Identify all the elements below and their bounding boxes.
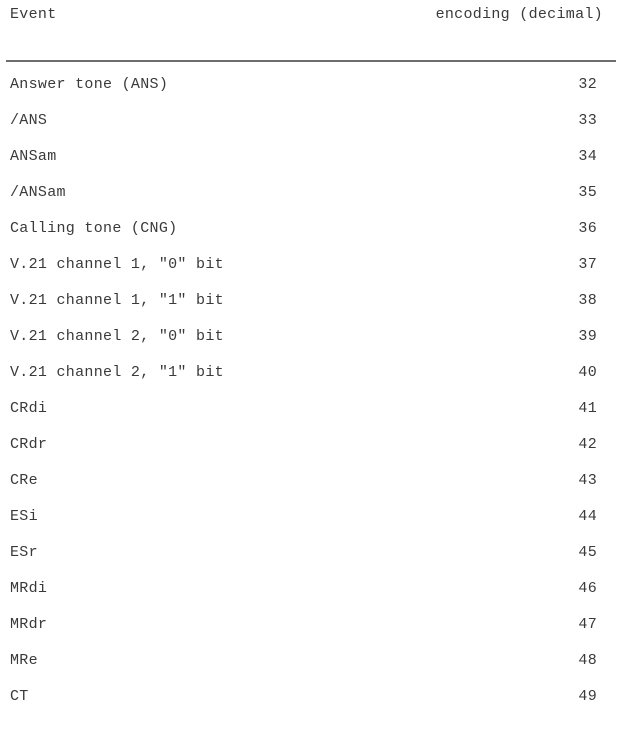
table-row — [0, 472, 619, 508]
encoding-cell: 47 — [578, 616, 597, 633]
event-cell: V.21 channel 1, "1" bit — [10, 292, 224, 309]
header-divider — [6, 60, 616, 62]
table-row — [0, 544, 619, 580]
encoding-cell: 42 — [578, 436, 597, 453]
event-cell: CRe — [10, 472, 38, 489]
event-cell: MRdr — [10, 616, 48, 633]
table-row — [0, 328, 619, 364]
event-cell: V.21 channel 1, "0" bit — [10, 256, 224, 273]
table-row — [0, 652, 619, 688]
header-encoding: encoding (decimal) — [435, 6, 603, 23]
table-row — [0, 220, 619, 256]
table-row — [0, 76, 619, 112]
encoding-cell: 46 — [578, 580, 597, 597]
encoding-cell: 32 — [578, 76, 597, 93]
event-cell: /ANSam — [10, 184, 66, 201]
table-row — [0, 184, 619, 220]
event-cell: V.21 channel 2, "1" bit — [10, 364, 224, 381]
encoding-cell: 48 — [578, 652, 597, 669]
event-cell: ESr — [10, 544, 38, 561]
event-cell: ESi — [10, 508, 38, 525]
event-cell: ANSam — [10, 148, 57, 165]
encoding-cell: 37 — [578, 256, 597, 273]
encoding-cell: 43 — [578, 472, 597, 489]
event-cell: MRdi — [10, 580, 48, 597]
encoding-cell: 33 — [578, 112, 597, 129]
encoding-cell: 36 — [578, 220, 597, 237]
table-row — [0, 688, 619, 724]
encoding-cell: 41 — [578, 400, 597, 417]
event-cell: Calling tone (CNG) — [10, 220, 178, 237]
event-cell: V.21 channel 2, "0" bit — [10, 328, 224, 345]
event-cell: CRdr — [10, 436, 48, 453]
table-row — [0, 148, 619, 184]
event-cell: /ANS — [10, 112, 48, 129]
table-body — [0, 76, 619, 724]
table-row — [0, 292, 619, 328]
encoding-cell: 34 — [578, 148, 597, 165]
table-row — [0, 364, 619, 400]
event-cell: CT — [10, 688, 29, 705]
table-row — [0, 436, 619, 472]
header-event: Event — [10, 6, 57, 23]
encoding-cell: 49 — [578, 688, 597, 705]
table-header — [0, 6, 619, 28]
encoding-cell: 45 — [578, 544, 597, 561]
encoding-cell: 38 — [578, 292, 597, 309]
table-row — [0, 400, 619, 436]
table-row — [0, 112, 619, 148]
event-cell: Answer tone (ANS) — [10, 76, 169, 93]
encoding-cell: 39 — [578, 328, 597, 345]
event-cell: MRe — [10, 652, 38, 669]
table-row — [0, 508, 619, 544]
event-cell: CRdi — [10, 400, 48, 417]
table-row — [0, 580, 619, 616]
table-row — [0, 256, 619, 292]
encoding-cell: 44 — [578, 508, 597, 525]
encoding-cell: 35 — [578, 184, 597, 201]
encoding-cell: 40 — [578, 364, 597, 381]
table-row — [0, 616, 619, 652]
